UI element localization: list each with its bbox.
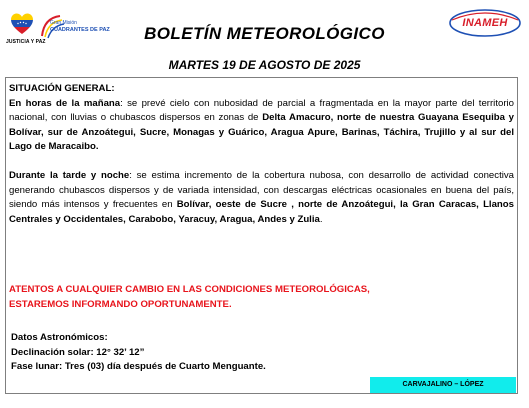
alert-message [9, 283, 489, 312]
ministry-caption: JUSTICIA Y PAZ [6, 39, 46, 45]
inameh-logo-text: INAMEH [462, 17, 508, 29]
commission-line2: CUADRANTES DE PAZ [50, 27, 110, 33]
solar-declination: Declinación solar: 12° 32’ 12” [11, 346, 145, 358]
afternoon-text: : se estima incremento de la cobertura nubosa, con desarrollo de actividad conectiva generando chubascos dispersos y de variada intensidad, con descargas eléctricas ocasionales en buena del país, siendo más intensos y frecuentes en [9, 170, 514, 211]
astronomical-data [11, 331, 411, 375]
afternoon-end: . [319, 213, 323, 225]
alert-line1: ATENTOS A CUALQUIER CAMBIO EN LAS CONDICIONES METEOROLÓGICAS, [9, 284, 370, 295]
situation-paragraph [9, 82, 514, 155]
morning-regions: Delta Amacuro, norte de nuestra Guayana Esequiba y Bolívar, sur de Anzoátegui, Sucre, Monagas y Guárico, Aragua Apure, Barinas, Táchira, Trujillo y al sur del Lago de Maracaibo. [9, 112, 514, 153]
afternoon-paragraph [9, 169, 514, 227]
bulletin-date: MARTES 19 DE AGOSTO DE 2025 [168, 58, 361, 72]
bulletin-title: BOLETÍN METEOROLÓGICO [144, 24, 385, 43]
afternoon-regions: Bolívar, oeste de Sucre , norte de Anzoátegui, la Gran Caracas, Llanos Centrales y Occidentales, Carabobo, Yaracuy, Aragua, Andes y Zulia [9, 199, 514, 225]
morning-text: : se prevé cielo con nubosidad de parcial a fragmentada en la mayor parte del territorio nacional, con lluvias o chubascos dispersos en zonas de [9, 97, 514, 124]
astro-heading: Datos Astronómicos: [11, 332, 108, 343]
moon-phase: Fase lunar: Tres (03) día después de Cuarto Menguante. [11, 361, 266, 373]
morning-label: En horas de la mañana [9, 97, 121, 109]
afternoon-label: Durante la tarde y noche [9, 170, 130, 181]
situation-heading: SITUACIÓN GENERAL: [9, 83, 115, 94]
alert-line2: ESTAREMOS INFORMANDO OPORTUNAMENTE. [9, 298, 232, 310]
commission-line1: Gran Misión [50, 20, 77, 26]
authors-badge: CARVAJALINO – LÓPEZ [370, 377, 516, 393]
